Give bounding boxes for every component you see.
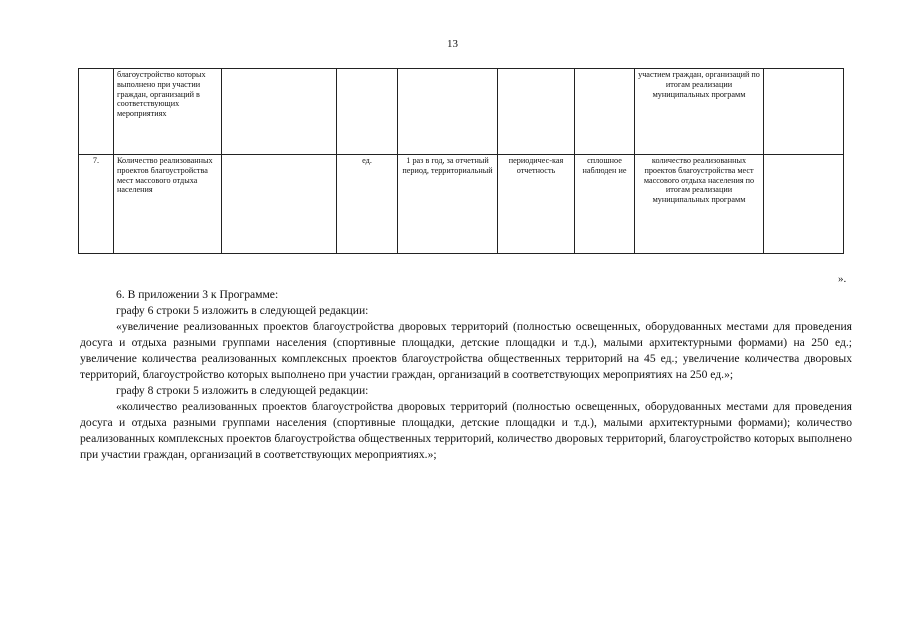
paragraph-text: «количество реализованных проектов благоустройства дворовых территорий (полностью освещенных, оборудованных местами для проведения досуга и отдыха разными группами населения (спортивные площадки, детские площадки и т.д.), малыми архитектурными формами); количество реализованных комплексных проектов благоустройства общественных территорий, количество дворовых территорий, благоустройство которых выполнено при участии граждан, организаций в соответствующих мероприятиях.»; [80,400,852,461]
paragraph-text: «увеличение реализованных проектов благоустройства дворовых территорий (полностью освещенных, оборудованных местами для проведения досуга и отдыха разными группами населения (спортивные площадки, детские площадки и т.д.), малыми архитектурными формами) на 250 ед.; увеличение количества реализованных комплексных проектов благоустройства общественных территорий на 45 ед.; увеличение количества дворовых территорий, благоустройство которых выполнено при участии граждан, организаций в соответствующих мероприятиях на 250 ед.»; [80,320,852,381]
form-cell: периодичес-кая отчетность [498,155,575,254]
empty-cell [764,155,844,254]
unit-cell: ед. [337,155,398,254]
source-cell: участием граждан, организаций по итогам реализации муниципальных программ [635,69,764,155]
table-row [79,69,844,155]
unit-cell [337,69,398,155]
closing-quote: ». [838,273,847,285]
row-number: 7. [79,155,114,254]
indicators-table [78,68,844,254]
source-cell: количество реализованных проектов благоустройства мест массового отдыха населения по итогам реализации муниципальных программ [635,155,764,254]
item-heading: 6. В приложении 3 к Программе: [116,288,279,301]
empty-cell [222,155,337,254]
method-cell [575,69,635,155]
indicator-name: Количество реализованных проектов благоустройства мест массового отдыха населения [114,155,222,254]
method-cell: сплошное наблюден ие [575,155,635,254]
paragraph-intro: графу 6 строки 5 изложить в следующей редакции: [116,304,369,317]
form-cell [498,69,575,155]
empty-cell [222,69,337,155]
periodicity-cell [398,69,498,155]
indicator-name: благоустройство которых выполнено при участии граждан, организаций в соответствующих мероприятиях [114,69,222,155]
empty-cell [764,69,844,155]
paragraph-intro: графу 8 строки 5 изложить в следующей редакции: [116,384,369,397]
row-number [79,69,114,155]
page-number: 13 [447,38,458,50]
periodicity-cell: 1 раз в год, за отчетный период, территориальный [398,155,498,254]
amendment-text [80,287,852,463]
table-row [79,155,844,254]
